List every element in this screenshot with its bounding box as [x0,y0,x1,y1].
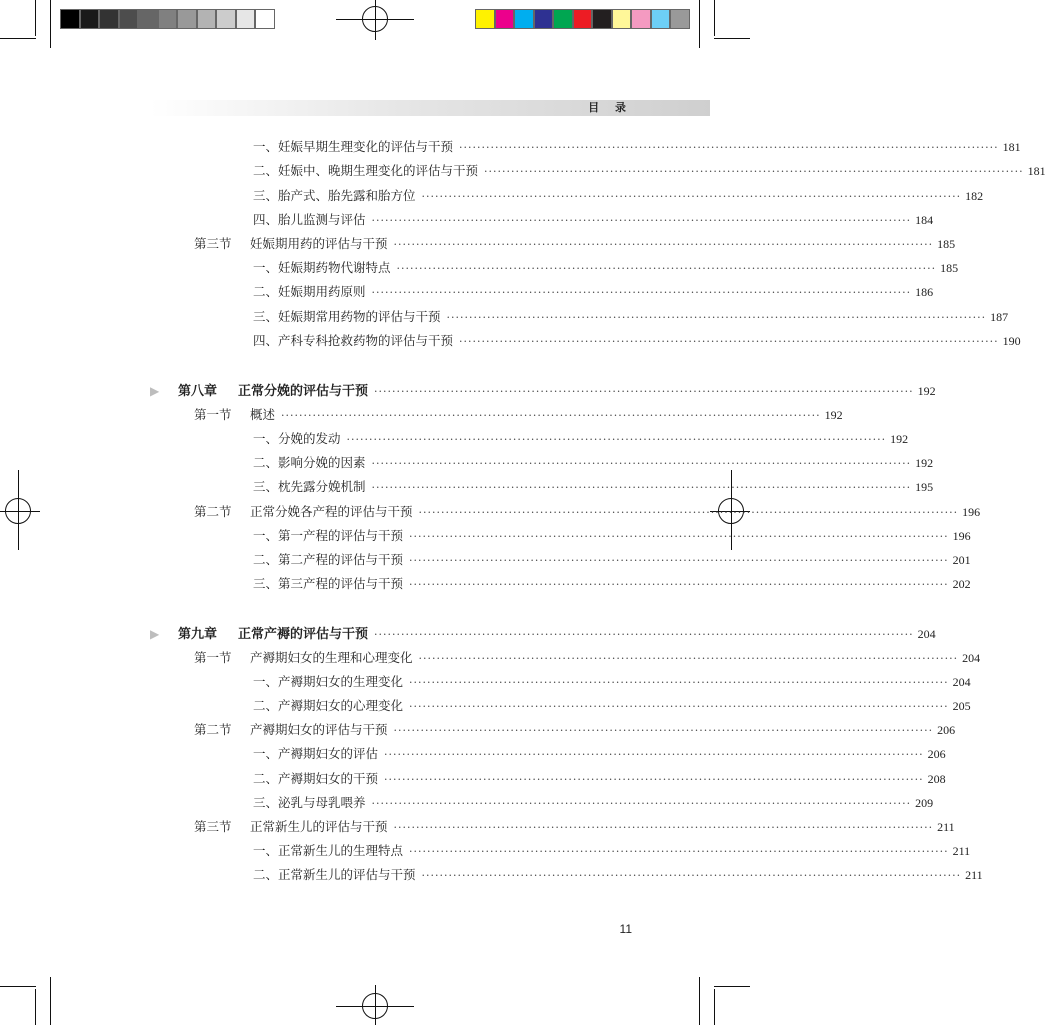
page-number: 206 [937,723,956,737]
color-swatch [651,9,671,29]
section-title: 产褥期妇女的评估与干预 [250,722,388,737]
color-swatch [495,9,515,29]
section-title: 正常新生儿的评估与干预 [250,819,388,834]
page-number: 204 [962,651,981,665]
color-swatch [60,9,80,29]
toc-entry[interactable]: 二、正常新生儿的评估与干预 ························································································································ 211 [253,866,632,884]
leader-dots: ························································································································ [409,845,949,858]
color-swatch [80,9,100,29]
page-number: 182 [965,189,984,203]
page-number: 195 [915,480,934,494]
leader-dots: ························································································································ [396,262,937,275]
color-swatch [177,9,197,29]
leader-dots: ························································································································ [371,286,912,299]
leader-dots: ························································································································ [459,335,999,348]
toc-section[interactable] [194,406,843,424]
leader-dots: ························································································································ [393,724,934,737]
page-number: 204 [952,675,971,689]
page-number: 186 [915,285,934,299]
toc-entry[interactable]: 一、产褥期妇女的评估 ························································································································ 206 [253,745,632,763]
toc-section[interactable] [194,235,956,253]
toc-entry[interactable]: 三、枕先露分娩机制 ························································································································ 195 [253,478,632,496]
section-number: 第二节 [194,504,232,519]
chapter-arrow-icon: ▶ [150,627,160,641]
section-number: 第三节 [194,819,232,834]
page-number: 201 [952,553,971,567]
leader-dots: ························································································································ [384,748,924,761]
page-number: 202 [952,577,971,591]
leader-dots: ························································································································ [409,676,949,689]
page-folio: 11 [619,922,632,936]
toc-entry[interactable]: 一、第一产程的评估与干预 ························································································································ 196 [253,527,632,545]
page-number: 196 [952,529,971,543]
color-swatch [216,9,236,29]
leader-dots: ························································································································ [393,238,934,251]
leader-dots: ························································································································ [418,652,959,665]
toc-entry[interactable]: 一、分娩的发动 ························································································································ 192 [253,430,632,448]
toc-entry[interactable]: 二、产褥期妇女的心理变化 ························································································································ 205 [253,697,632,715]
section-title: 产褥期妇女的生理和心理变化 [250,650,413,665]
toc-entry[interactable]: 一、产褥期妇女的生理变化 ························································································································ 204 [253,673,632,691]
color-bar [475,9,690,29]
toc-section[interactable] [194,649,981,667]
page-number: 192 [824,408,843,422]
leader-dots: ························································································································ [371,457,912,470]
toc-chapter[interactable] [150,625,936,643]
leader-dots: ························································································································ [374,385,914,398]
section-number: 第一节 [194,650,232,665]
toc-chapter[interactable] [150,382,936,400]
leader-dots: ························································································································ [371,481,912,494]
grayscale-bar [60,9,275,29]
leader-dots: ························································································································ [484,165,1024,178]
color-swatch [99,9,119,29]
page-number: 185 [940,261,959,275]
toc-entry[interactable]: 一、妊娠期药物代谢特点 ························································································································ 185 [253,259,632,277]
toc-entry[interactable]: 二、影响分娩的因素 ························································································································ 192 [253,454,632,472]
leader-dots: ························································································································ [421,869,962,882]
toc-entry[interactable]: 三、泌乳与母乳喂养 ························································································································ 209 [253,794,632,812]
toc-entry[interactable]: 四、产科专科抢救药物的评估与干预 ························································································································ 190 [253,332,632,350]
color-swatch [573,9,593,29]
leader-dots: ························································································································ [346,433,887,446]
toc-entry[interactable]: 二、妊娠中、晚期生理变化的评估与干预 ························································································································ 181 [253,162,632,180]
section-number: 第二节 [194,722,232,737]
toc-section[interactable] [194,818,955,836]
leader-dots: ························································································································ [409,578,949,591]
toc-entry[interactable]: 二、产褥期妇女的干预 ························································································································ 208 [253,770,632,788]
color-swatch [138,9,158,29]
section-number: 第一节 [194,407,232,422]
color-swatch [612,9,632,29]
leader-dots: ························································································································ [371,214,912,227]
toc-entry[interactable]: 一、正常新生儿的生理特点 ························································································································ 211 [253,842,632,860]
page-number: 187 [990,310,1009,324]
color-swatch [197,9,217,29]
page-number: 192 [917,384,936,398]
section-title: 概述 [250,407,276,422]
page-number: 211 [965,868,983,882]
page-number: 184 [915,213,934,227]
leader-dots: ························································································································ [374,628,914,641]
section-title: 妊娠期用药的评估与干预 [250,236,388,251]
chapter-number: 第九章 [178,627,218,642]
page-number: 211 [937,820,955,834]
leader-dots: ························································································································ [421,190,962,203]
color-swatch [670,9,690,29]
color-swatch [553,9,573,29]
page-number: 208 [927,772,946,786]
page-number: 185 [937,237,956,251]
page-number: 206 [927,747,946,761]
toc-entry[interactable]: 一、妊娠早期生理变化的评估与干预 ························································································································ 181 [253,138,632,156]
page-number: 181 [1027,164,1046,178]
color-swatch [534,9,554,29]
color-swatch [158,9,178,29]
color-swatch [119,9,139,29]
chapter-title: 正常分娩的评估与干预 [238,384,369,399]
section-title: 正常分娩各产程的评估与干预 [250,504,413,519]
color-swatch [255,9,275,29]
color-swatch [514,9,534,29]
leader-dots: ························································································································ [371,797,912,810]
page-number: 209 [915,796,934,810]
leader-dots: ························································································································ [384,773,924,786]
toc-section[interactable] [194,503,981,521]
leader-dots: ························································································································ [459,141,999,154]
toc-entry[interactable]: 三、第三产程的评估与干预 ························································································································ 202 [253,575,632,593]
color-swatch [631,9,651,29]
page-number: 192 [890,432,909,446]
section-number: 第三节 [194,236,232,251]
leader-dots: ························································································································ [393,821,934,834]
color-swatch [592,9,612,29]
toc-entry[interactable]: 二、妊娠期用药原则 ························································································································ 186 [253,283,632,301]
page-number: 211 [952,844,971,858]
leader-dots: ························································································································ [409,530,949,543]
toc-section[interactable] [194,721,956,739]
page-number: 196 [962,505,981,519]
chapter-title: 正常产褥的评估与干预 [238,627,369,642]
toc-entry[interactable]: 二、第二产程的评估与干预 ························································································································ 201 [253,551,632,569]
chapter-number: 第八章 [178,384,218,399]
page-number: 181 [1002,140,1021,154]
page-number: 192 [915,456,934,470]
color-swatch [236,9,256,29]
page-number: 205 [952,699,971,713]
leader-dots: ························································································································ [418,506,959,519]
leader-dots: ························································································································ [409,554,949,567]
page-header-title: 目 录 [588,101,632,114]
leader-dots: ························································································································ [281,409,821,422]
leader-dots: ························································································································ [446,311,987,324]
toc-entry[interactable]: 三、妊娠期常用药物的评估与干预 ························································································································ 187 [253,308,632,326]
page-number: 204 [917,627,936,641]
page-number: 190 [1002,334,1021,348]
chapter-arrow-icon: ▶ [150,384,160,398]
toc-entry[interactable]: 三、胎产式、胎先露和胎方位 ························································································································ 182 [253,187,632,205]
leader-dots: ························································································································ [409,700,949,713]
toc-entry[interactable]: 四、胎儿监测与评估 ························································································································ 184 [253,211,632,229]
color-swatch [475,9,495,29]
